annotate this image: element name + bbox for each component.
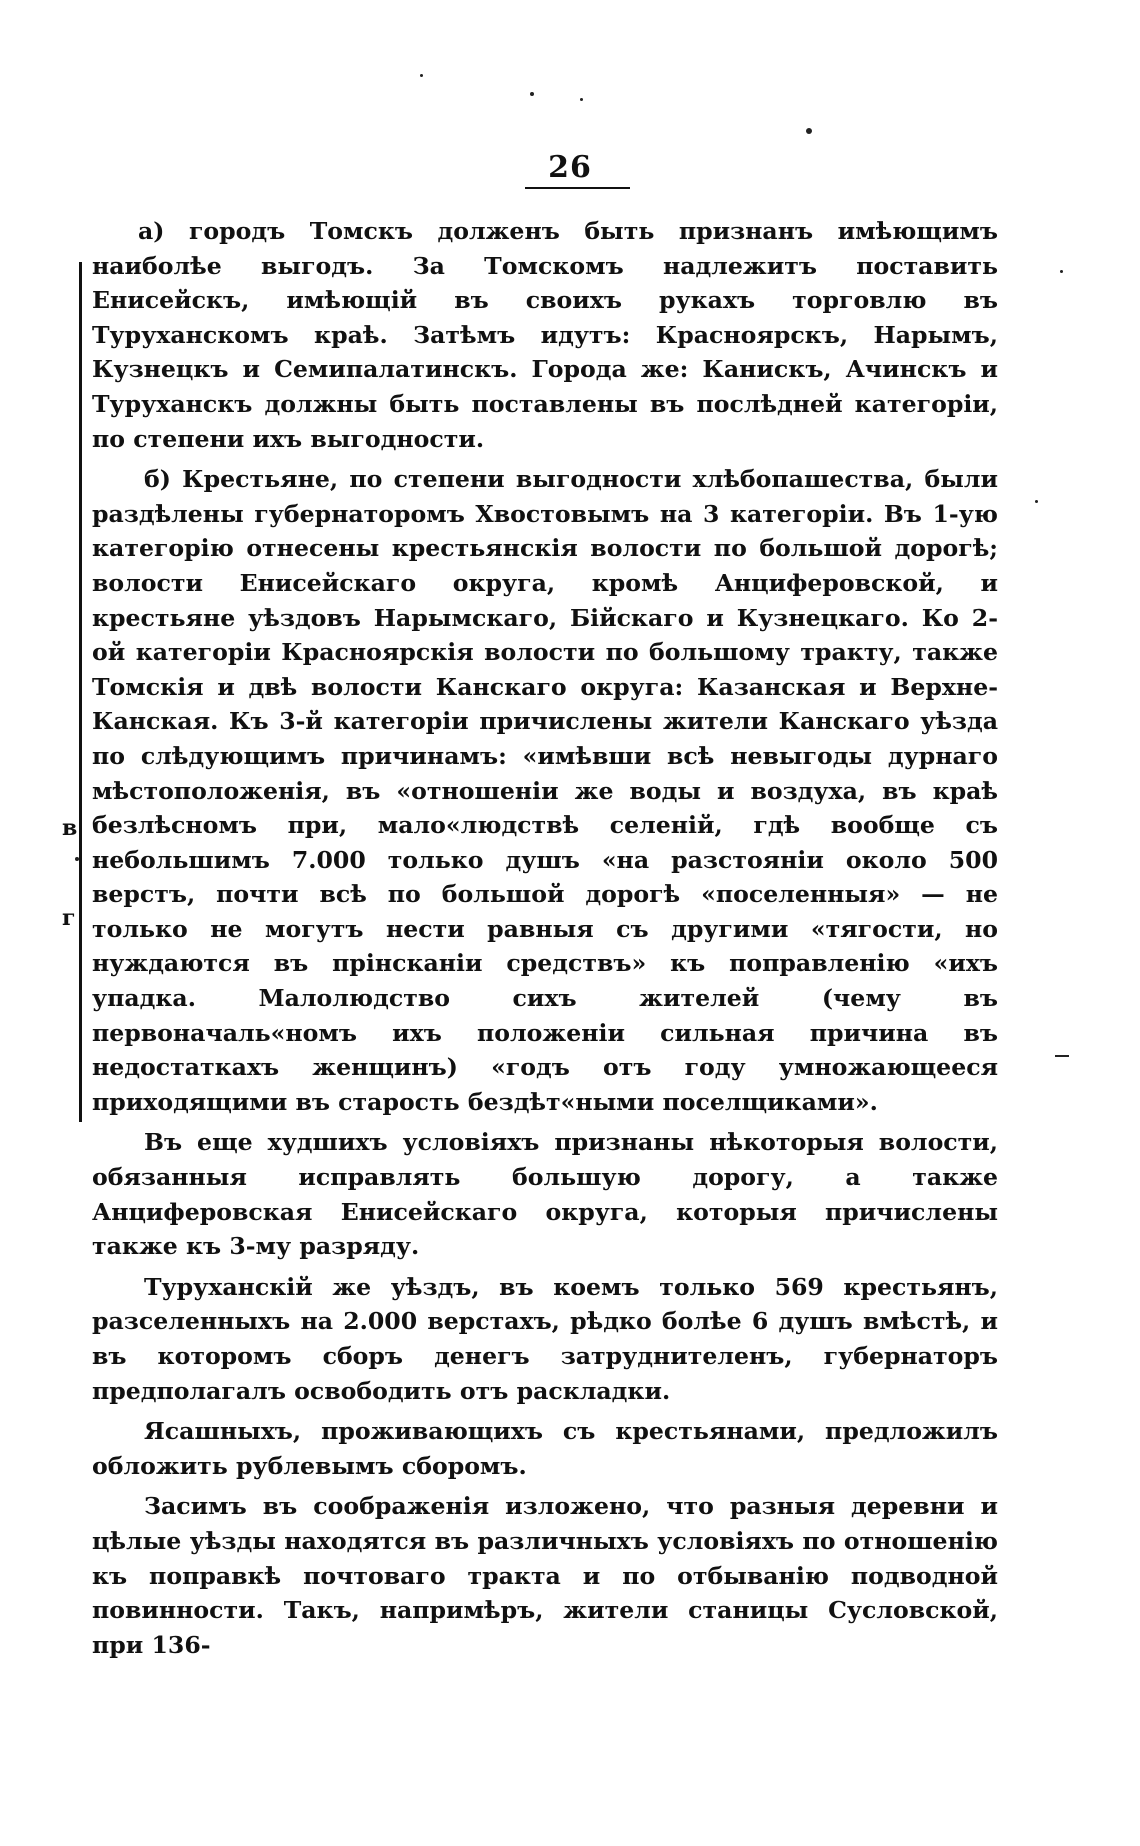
- page-number-rule: [525, 187, 630, 189]
- paragraph: а) городъ Томскъ долженъ быть признанъ имѣющимъ наиболѣе выгодъ. За Томскомъ надлежитъ поставить Енисейскъ, имѣющій въ своихъ рукахъ торговлю въ Туруханскомъ краѣ. Затѣмъ идутъ: Красноярскъ, Нарымъ, Кузнецкъ и Семипалатинскъ. Города же: Канискъ, Ачинскъ и Туруханскъ должны быть поставлены въ послѣдней категоріи, по степени ихъ выгодности.: [92, 217, 998, 453]
- margin-mark: в: [62, 815, 78, 841]
- scan-speck: [530, 92, 534, 96]
- paragraph: Ясашныхъ, проживающихъ съ крестьянами, предложилъ обложить рублевымъ сборомъ.: [92, 1417, 998, 1480]
- scan-speck: [420, 74, 423, 77]
- margin-binding-line: [79, 262, 82, 1122]
- scan-speck: [1060, 270, 1063, 273]
- scan-speck: [1055, 1055, 1069, 1057]
- paragraph: Засимъ въ соображенія изложено, что разныя деревни и цѣлые уѣзды находятся въ различныхъ условіяхъ по отношенію къ поправкѣ почтоваго тракта и по отбыванію подводной повинности. Такъ, напримѣръ, жители станицы Сусловской, при 136-: [92, 1492, 998, 1659]
- page-number: 26: [548, 150, 592, 185]
- paragraph: Въ еще худшихъ условіяхъ признаны нѣкоторыя волости, обязанныя исправлять большую дорогу, а также Анциферовская Енисейскаго округа, которыя причислены также къ 3-му разряду.: [92, 1128, 998, 1261]
- scan-speck: [1035, 500, 1038, 503]
- scan-speck: [806, 128, 812, 134]
- scan-speck: [75, 857, 79, 861]
- scan-speck: [580, 98, 583, 101]
- margin-mark: г: [62, 905, 76, 931]
- page-body: [92, 214, 998, 1662]
- paragraph: Туруханскій же уѣздъ, въ коемъ только 569 крестьянъ, разселенныхъ на 2.000 верстахъ, рѣдко болѣе 6 душъ вмѣстѣ, и въ которомъ сборъ денегъ затруднителенъ, губернаторъ предполагалъ освободить отъ раскладки.: [92, 1272, 998, 1405]
- paragraph: б) Крестьяне, по степени выгодности хлѣбопашества, были раздѣлены губернаторомъ Хвостовымъ на 3 категоріи. Въ 1-ую категорію отнесены крестьянскія волости по большой дорогѣ; волости Енисейскаго округа, кромѣ Анциферовской, и крестьяне уѣздовъ Нарымскаго, Бійскаго и Кузнецкаго. Ко 2-ой категоріи Красноярскія волости по большому тракту, также Томскія и двѣ волости Канскаго округа: Казанская и Верхне-Канская. Къ 3-й категоріи причислены жители Канскаго уѣзда по слѣдующимъ причинамъ: «имѣвши всѣ невыгоды дурнаго мѣстоположенія, въ «отношеніи же воды и воздуха, въ краѣ безлѣсномъ при, мало«людствѣ селеній, гдѣ вообще съ небольшимъ 7.000 только душъ «на разстояніи около 500 верстъ, почти всѣ по большой дорогѣ «поселенныя» — не только не могутъ нести равныя съ другими «тягости, но нуждаются въ прінсканіи средствъ» къ поправленію «ихъ упадка. Малолюдство сихъ жителей (чему въ первоначаль«номъ ихъ положеніи сильная причина въ недостаткахъ женщинъ) «годъ отъ году умножающееся приходящими въ старость бездѣт«ными поселщиками».: [92, 465, 998, 1116]
